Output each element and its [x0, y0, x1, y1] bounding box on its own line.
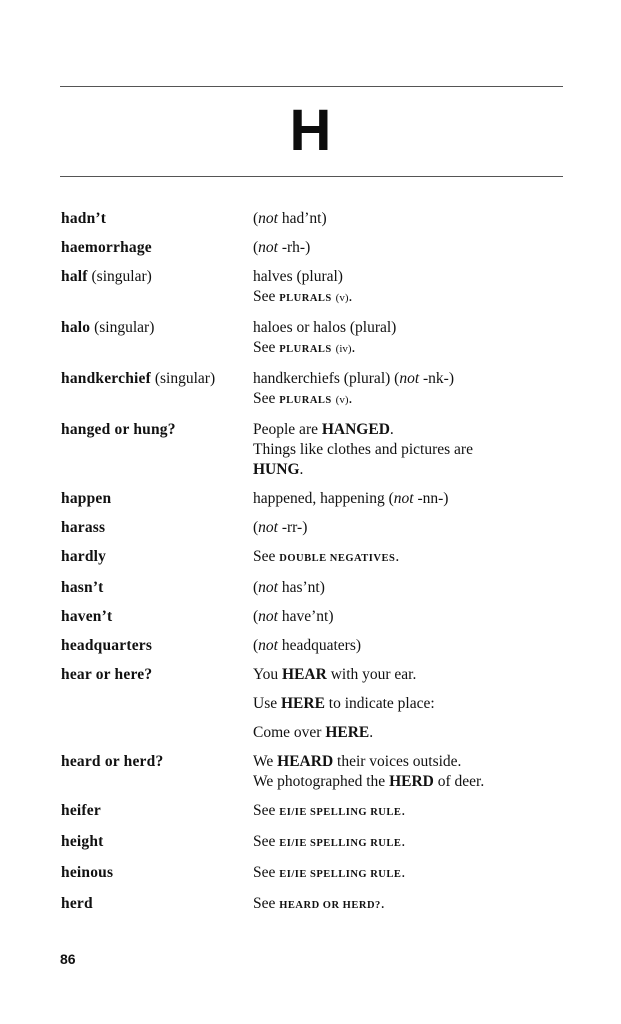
headword: hardly [61, 548, 107, 565]
text-segment: . [401, 833, 406, 850]
text-segment: handkerchiefs (plural) ( [253, 370, 400, 387]
headword: haemorrhage [61, 239, 152, 256]
text-segment: HEAR [282, 666, 327, 683]
definition-line [253, 723, 561, 743]
text-segment: See [253, 390, 280, 407]
text-segment: DOUBLE NEGATIVES [279, 553, 396, 564]
text-segment: EI/IE SPELLING RULE [279, 807, 402, 818]
text-segment: HEARD OR HERD? [279, 900, 381, 911]
definition-line [253, 607, 561, 627]
entry-row [61, 518, 561, 538]
text-segment: (v) [335, 292, 349, 304]
entry-term [61, 420, 253, 480]
entry-row [61, 752, 561, 792]
entry-definition [253, 547, 561, 569]
text-segment: not [258, 608, 278, 625]
entry-definition [253, 489, 561, 509]
entry-term [61, 267, 253, 309]
headword-note: (singular) [90, 319, 155, 336]
text-segment: not [258, 239, 278, 256]
text-segment: . [380, 895, 385, 912]
text-segment: not [399, 370, 420, 387]
entry-term [61, 518, 253, 538]
headword: haven’t [61, 608, 113, 625]
definition-line [253, 238, 561, 258]
text-segment: . [351, 339, 356, 356]
text-segment: of deer. [433, 773, 485, 790]
entry-definition [253, 636, 561, 656]
headword: heard or herd? [61, 753, 164, 770]
text-segment: -nk-) [419, 370, 455, 387]
headword: heifer [61, 802, 101, 819]
entry-row [61, 694, 561, 714]
text-segment: We photographed the [253, 773, 390, 790]
headword-note: (singular) [87, 268, 152, 285]
text-segment: not [258, 637, 278, 654]
definition-line [253, 267, 561, 287]
section-letter: H [289, 98, 332, 163]
entry-row [61, 267, 561, 309]
text-segment: See [253, 288, 280, 305]
entry-row [61, 489, 561, 509]
definition-line [253, 369, 561, 389]
text-segment: halves (plural) [253, 268, 343, 285]
text-segment: ( [253, 637, 259, 654]
definition-line [253, 578, 561, 598]
text-segment: People are [253, 421, 322, 438]
definition-line [253, 518, 561, 538]
text-segment: -rh-) [277, 239, 311, 256]
definition-line [253, 832, 561, 854]
headword: heinous [61, 864, 114, 881]
text-segment: HANGED [321, 421, 390, 438]
text-segment: See [253, 339, 280, 356]
top-rule [60, 86, 563, 87]
text-segment: We [253, 753, 278, 770]
text-segment: ( [253, 579, 259, 596]
text-segment: their voices outside. [333, 753, 462, 770]
text-segment: happened, happening ( [253, 490, 394, 507]
text-segment: PLURALS [279, 344, 332, 355]
definition-line [253, 772, 561, 792]
text-segment: haloes or halos (plural) [253, 319, 397, 336]
entry-term [61, 318, 253, 360]
text-segment: have’nt) [277, 608, 334, 625]
entry-term [61, 832, 253, 854]
entry-definition [253, 832, 561, 854]
text-segment: -rr-) [277, 519, 308, 536]
text-segment: See [253, 895, 280, 912]
text-segment: . [395, 548, 400, 565]
entry-term [61, 489, 253, 509]
text-segment: (iv) [335, 343, 352, 355]
definition-line [253, 420, 561, 440]
entry-row [61, 832, 561, 854]
text-segment: (v) [335, 394, 349, 406]
entry-definition [253, 420, 561, 480]
text-segment: . [401, 802, 406, 819]
entry-definition [253, 665, 561, 685]
entry-row [61, 894, 561, 916]
headword: headquarters [61, 637, 153, 654]
entry-row [61, 547, 561, 569]
text-segment: HERE [280, 695, 325, 712]
text-segment: Use [253, 695, 281, 712]
definition-line [253, 209, 561, 229]
definition-line [253, 694, 561, 714]
text-segment: HUNG [253, 461, 300, 478]
definition-line [253, 752, 561, 772]
entry-definition [253, 518, 561, 538]
text-segment: HERE [325, 724, 370, 741]
text-segment: had’nt) [277, 210, 327, 227]
text-segment: not [258, 210, 278, 227]
entry-row [61, 369, 561, 411]
definition-line [253, 389, 561, 411]
definition-line [253, 636, 561, 656]
definition-line [253, 863, 561, 885]
entry-definition [253, 694, 561, 714]
headword: halo [61, 319, 91, 336]
text-segment: headquaters) [277, 637, 362, 654]
headword: happen [61, 490, 112, 507]
entry-term [61, 578, 253, 598]
text-segment: -nn-) [413, 490, 449, 507]
text-segment: not [258, 519, 278, 536]
text-segment: PLURALS [279, 293, 332, 304]
text-segment: EI/IE SPELLING RULE [279, 869, 402, 880]
entry-term [61, 607, 253, 627]
entry-row [61, 665, 561, 685]
text-segment: . [369, 724, 374, 741]
text-segment: See [253, 548, 280, 565]
text-segment: not [258, 579, 278, 596]
text-segment: See [253, 802, 280, 819]
entry-term [61, 723, 253, 743]
entry-definition [253, 894, 561, 916]
entry-row [61, 723, 561, 743]
entry-term [61, 238, 253, 258]
entry-term [61, 636, 253, 656]
entry-definition [253, 369, 561, 411]
headword: hadn’t [61, 210, 107, 227]
definition-line [253, 801, 561, 823]
text-segment: ( [253, 608, 259, 625]
text-segment: See [253, 833, 280, 850]
entry-row [61, 863, 561, 885]
definition-line [253, 547, 561, 569]
entry-definition [253, 238, 561, 258]
headword-note: (singular) [150, 370, 216, 387]
entry-definition [253, 863, 561, 885]
entry-definition [253, 318, 561, 360]
text-segment: ( [253, 239, 259, 256]
definition-line [253, 287, 561, 309]
entry-row [61, 238, 561, 258]
text-segment: Come over [253, 724, 326, 741]
text-segment: . [348, 288, 353, 305]
headword: harass [61, 519, 106, 536]
text-segment: . [299, 461, 304, 478]
entry-term [61, 752, 253, 792]
entry-term [61, 209, 253, 229]
entry-definition [253, 578, 561, 598]
entry-term [61, 894, 253, 916]
text-segment: not [393, 490, 414, 507]
definition-line [253, 338, 561, 360]
text-segment: . [389, 421, 394, 438]
entry-definition [253, 267, 561, 309]
entry-row [61, 318, 561, 360]
entry-row [61, 636, 561, 656]
entry-term [61, 801, 253, 823]
definition-line [253, 489, 561, 509]
headword: hasn’t [61, 579, 104, 596]
entry-row [61, 607, 561, 627]
entry-term [61, 547, 253, 569]
text-segment: to indicate place: [324, 695, 435, 712]
entry-definition [253, 801, 561, 823]
text-segment: You [253, 666, 283, 683]
headword: herd [61, 895, 93, 912]
definition-line [253, 440, 561, 460]
text-segment: See [253, 864, 280, 881]
text-segment: HEARD [277, 753, 334, 770]
headword: hanged or hung? [61, 421, 176, 438]
entry-row [61, 420, 561, 480]
text-segment: has’nt) [277, 579, 325, 596]
text-segment: ( [253, 210, 259, 227]
text-segment: Things like clothes and pictures are [253, 441, 473, 458]
headword: handkerchief [61, 370, 151, 387]
entry-definition [253, 607, 561, 627]
text-segment: with your ear. [326, 666, 417, 683]
entry-term [61, 694, 253, 714]
text-segment: ( [253, 519, 259, 536]
headword: height [61, 833, 104, 850]
text-segment: EI/IE SPELLING RULE [279, 838, 402, 849]
text-segment: . [401, 864, 406, 881]
text-segment: . [348, 390, 353, 407]
headword: half [61, 268, 88, 285]
entry-definition [253, 209, 561, 229]
definition-line [253, 318, 561, 338]
entry-term [61, 369, 253, 411]
definition-line [253, 665, 561, 685]
dictionary-entries [61, 209, 561, 916]
bottom-rule [60, 176, 563, 177]
text-segment: HERD [389, 773, 434, 790]
text-segment: PLURALS [279, 395, 332, 406]
entry-row [61, 801, 561, 823]
entry-row [61, 209, 561, 229]
definition-line [253, 460, 561, 480]
definition-line [253, 894, 561, 916]
entry-definition [253, 723, 561, 743]
entry-term [61, 863, 253, 885]
entry-row [61, 578, 561, 598]
headword: hear or here? [61, 666, 153, 683]
entry-term [61, 665, 253, 685]
entry-definition [253, 752, 561, 792]
page-number: 86 [60, 951, 76, 967]
